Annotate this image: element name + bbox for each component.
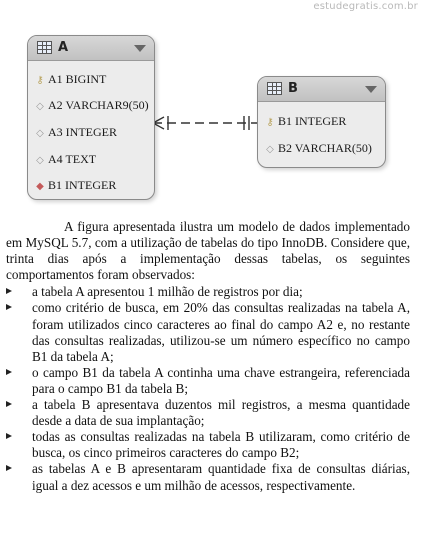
key-icon: ⚷	[36, 75, 44, 86]
chevron-down-icon	[134, 45, 146, 52]
bullet-arrow-icon	[6, 465, 12, 471]
field-a4: ◇ A4 TEXT	[36, 152, 97, 166]
table-b-name: B	[288, 81, 298, 96]
diamond-icon: ◇	[36, 101, 44, 112]
diamond-icon: ◇	[266, 144, 274, 155]
er-diagram	[0, 0, 428, 215]
table-a	[27, 35, 155, 200]
table-b-header	[258, 77, 385, 102]
list-item: o campo B1 da tabela A continha uma chave estrangeira, referenciada para o campo B1 da tabela B;	[6, 365, 410, 397]
field-a1: ⚷ A1 BIGINT	[36, 72, 107, 86]
field-b1-fk: ◆ B1 INTEGER	[36, 178, 117, 192]
bullet-arrow-icon	[6, 288, 12, 294]
field-b2: ◇ B2 VARCHAR(50)	[266, 141, 372, 155]
bullet-arrow-icon	[6, 369, 12, 375]
bullet-arrow-icon	[6, 304, 12, 310]
table-a-name: A	[58, 40, 69, 55]
question-intro: A figura apresentada ilustra um modelo de dados implementado em MySQL 5.7, com a utilização de tabelas do tipo InnoDB. Considere que, trinta dias após a implementação dessas tabelas, os seguintes comportamentos foram observados:	[6, 219, 410, 283]
diamond-icon: ◇	[36, 128, 44, 139]
field-b1: ⚷ B1 INTEGER	[266, 114, 347, 128]
question-text	[6, 219, 410, 494]
field-a3: ◇ A3 INTEGER	[36, 125, 117, 139]
diamond-icon: ◇	[36, 155, 44, 166]
table-grid-icon	[37, 41, 52, 54]
list-item: como critério de busca, em 20% das consultas realizadas na tabela A, foram utilizados cinco caracteres ao final do campo A2 e, no restante das consultas realizadas, utilizou-se um número específico no campo B1 da tabela A;	[6, 300, 410, 364]
field-a2: ◇ A2 VARCHAR9(50)	[36, 98, 149, 112]
watermark: estudegratis.com.br	[313, 1, 418, 12]
list-item: as tabelas A e B apresentaram quantidade fixa de consultas diárias, igual a dez acessos e um milhão de acessos, respectivamente.	[6, 461, 410, 493]
key-icon: ⚷	[266, 117, 274, 128]
chevron-down-icon	[365, 86, 377, 93]
foreign-key-diamond-icon: ◆	[36, 181, 44, 192]
table-grid-icon	[267, 82, 282, 95]
list-item: todas as consultas realizadas na tabela B utilizaram, como critério de busca, os cinco primeiros caracteres do campo B2;	[6, 429, 410, 461]
bullet-arrow-icon	[6, 401, 12, 407]
list-item: a tabela A apresentou 1 milhão de registros por dia;	[6, 284, 410, 300]
bullet-arrow-icon	[6, 433, 12, 439]
table-b	[257, 76, 386, 168]
behavior-list	[6, 284, 410, 493]
table-a-header	[28, 36, 154, 61]
list-item: a tabela B apresentava duzentos mil registros, a mesma quantidade desde a data de sua implantação;	[6, 397, 410, 429]
